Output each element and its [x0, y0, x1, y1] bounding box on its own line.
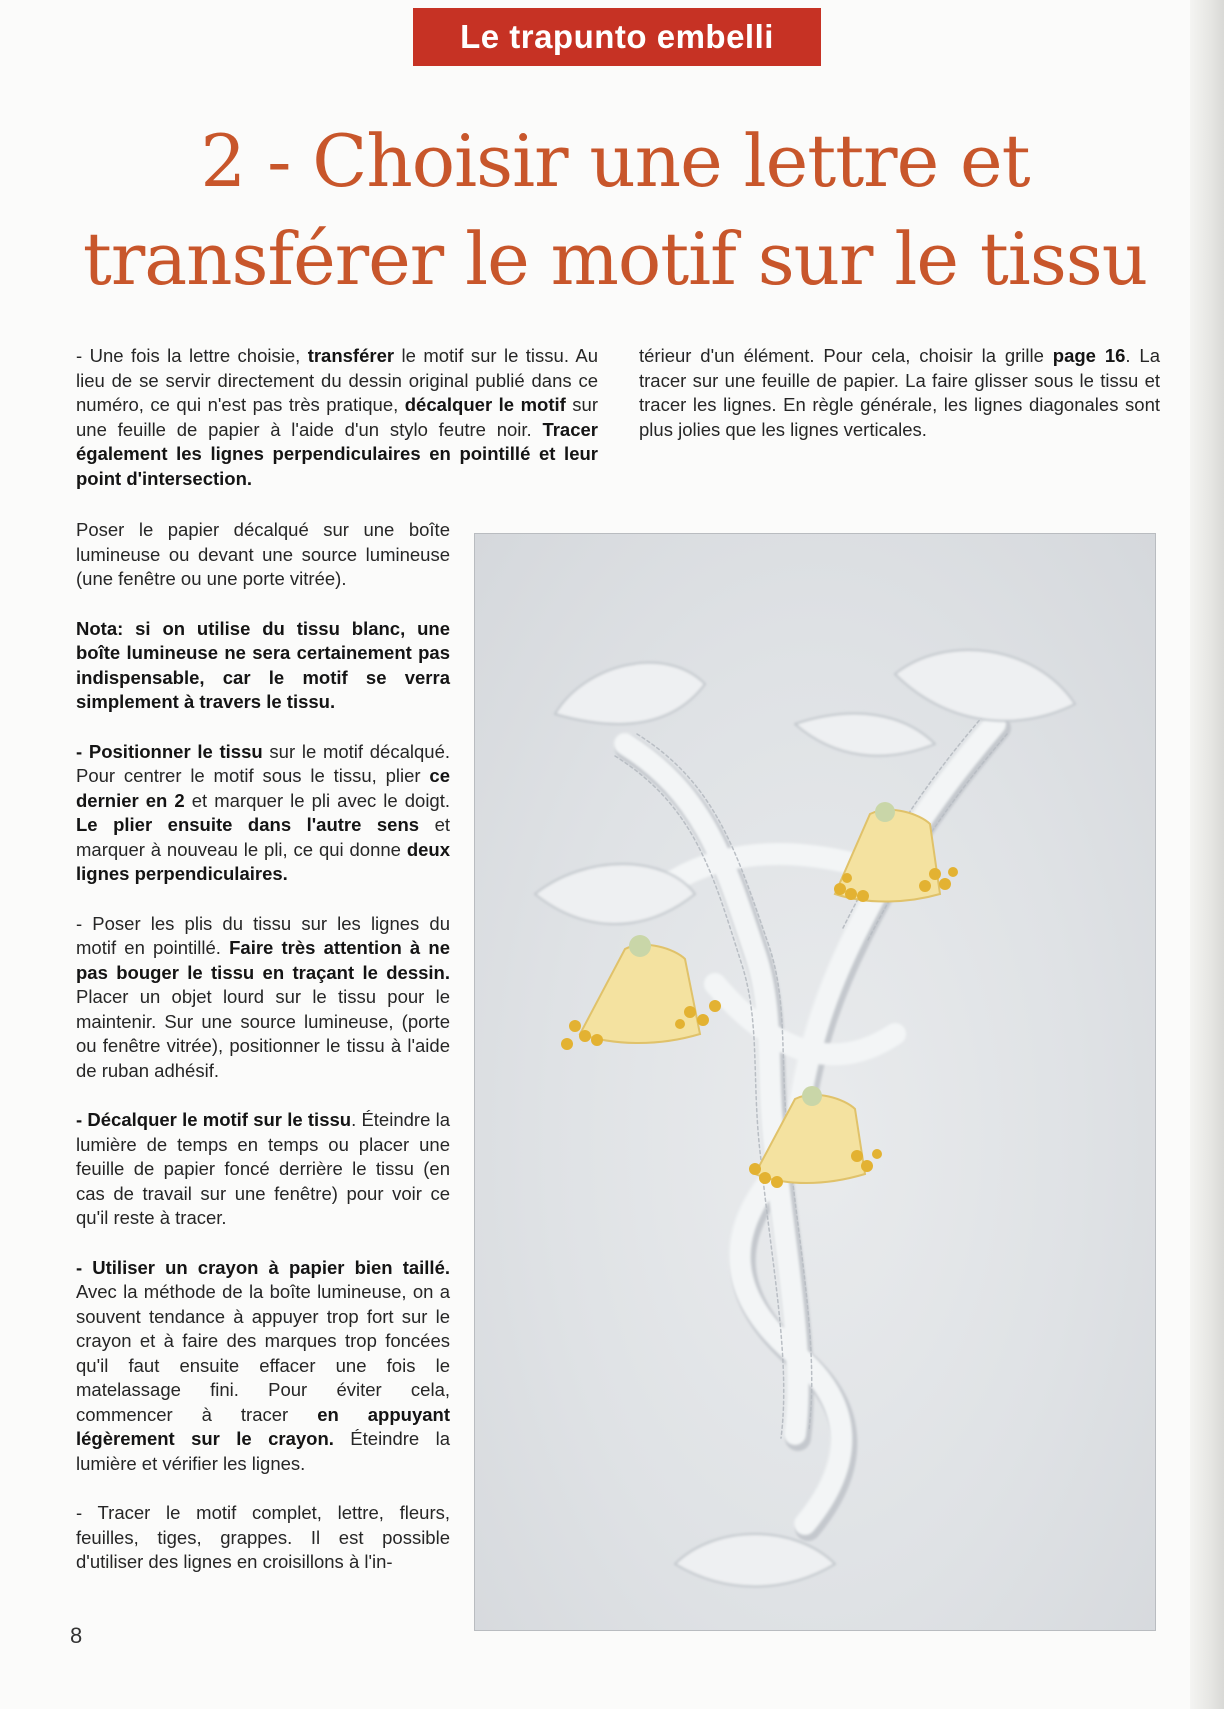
paragraph-light-box: Poser le papier décalqué sur une boîte lumineuse ou devant une source lumineuse (une fenêtre ou une porte vitrée).	[76, 519, 450, 589]
trapunto-motif-illustration	[475, 534, 1155, 1630]
paragraph-fold-lines: - Poser les plis du tissu sur les lignes du motif en pointillé. Faire très attention à ne pas bouger le tissu en traçant le dessin. Placer un objet lourd sur le tissu pour le maintenir. Sur une source lumineuse, (porte ou fenêtre vitrée), positionner le tissu à l'aide de ruban adhésif.	[76, 912, 450, 1081]
continuation-paragraph: térieur d'un élément. Pour cela, choisir la grille page 16. La tracer sur une feuille de papier. La faire glisser sous le tissu et tracer les lignes. En règle générale, les lignes diagonales sont plus jolies que les lignes verticales.	[639, 345, 1160, 440]
paragraph-pencil: - Utiliser un crayon à papier bien taillé. Avec la méthode de la boîte lumineuse, on a souvent tendance à appuyer trop fort sur le crayon et à faire des marques trop foncées qu'il faut ensuite effacer une fois le matelassage fini. Pour éviter cela, commencer à tracer en appuyant légèrement sur le crayon. Éteindre la lumière et vérifier les lignes.	[76, 1256, 450, 1474]
paragraph-trace-motif: - Décalquer le motif sur le tissu. Éteindre la lumière de temps en temps ou placer une feuille de papier foncé derrière le tissu (en cas de travail sur une fenêtre) pour voir ce qu'il reste à tracer.	[76, 1109, 450, 1228]
page-number: 8	[70, 1623, 83, 1648]
page-title-line-2: transférer le motif sur le tissu	[82, 217, 1148, 301]
page-title	[60, 112, 1170, 308]
page-title-line-1: 2 - Choisir une lettre et	[200, 119, 1030, 203]
page-binding-shadow	[1190, 0, 1224, 1709]
intro-paragraph: - Une fois la lettre choisie, transférer le motif sur le tissu. Au lieu de se servir directement du dessin original publié dans ce numéro, ce qui n'est pas très pratique, décalquer le motif sur une feuille de papier à l'aide d'un stylo feutre noir. Tracer également les lignes perpendiculaires en pointillé et leur point d'intersection.	[76, 345, 598, 489]
paragraph-position-fabric: - Positionner le tissu sur le motif décalqué. Pour centrer le motif sous le tissu, plier ce dernier en 2 et marquer le pli avec le doigt. Le plier ensuite dans l'autre sens et marquer à nouveau le pli, ce qui donne deux lignes perpendiculaires.	[76, 740, 451, 884]
section-banner: Le trapunto embelli	[413, 8, 821, 66]
embroidered-letter-photo	[474, 533, 1156, 1631]
paragraph-complete-motif: - Tracer le motif complet, lettre, fleurs, feuilles, tiges, grappes. Il est possible d'utiliser des lignes en croisillons à l'in-	[76, 1502, 450, 1572]
paragraph-nota: Nota: si on utilise du tissu blanc, une boîte lumineuse ne sera certainement pas indispensable, car le motif se verra simplement à travers le tissu.	[76, 617, 450, 712]
instructions-column	[76, 518, 450, 1600]
